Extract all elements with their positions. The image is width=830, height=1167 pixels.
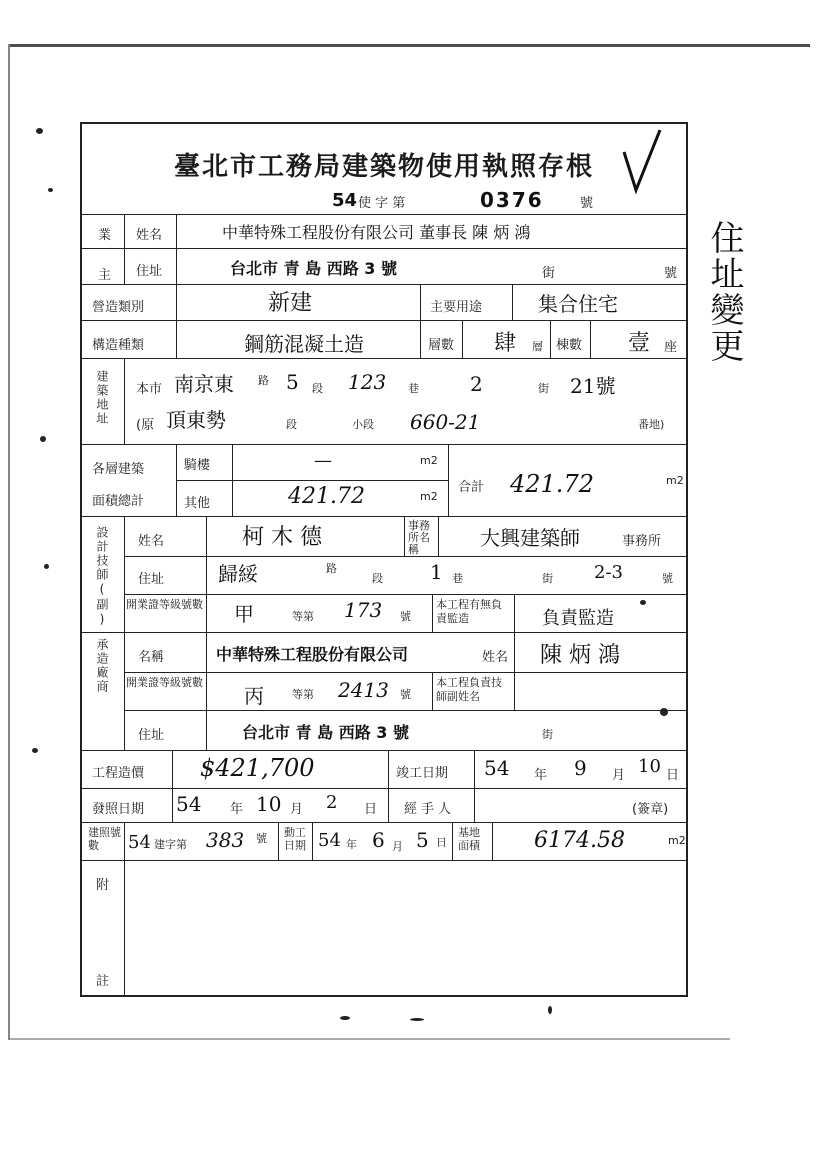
notes-label-1: 附	[96, 878, 110, 893]
start-year-unit: 年	[346, 838, 357, 851]
permit-suffix: 號	[580, 196, 594, 211]
site-area-unit: m2	[668, 834, 686, 847]
scan-border-bottom	[10, 1038, 730, 1040]
owner-street-label: 街	[542, 266, 556, 281]
location-road-value: 南京東	[174, 372, 234, 396]
location-lot-unit: 番地)	[638, 418, 665, 431]
scan-speck	[32, 748, 38, 753]
contractor-license-grade: 丙	[244, 684, 264, 708]
location-section-label: 建築地址	[95, 370, 109, 426]
main-use-value: 集合住宅	[538, 292, 618, 316]
total-label: 合計	[458, 480, 485, 495]
scan-border-left	[8, 44, 10, 1040]
site-area-value: 6174.58	[534, 828, 625, 853]
buildings-unit: 座	[664, 340, 678, 355]
contractor-person-label: 姓名	[482, 650, 509, 665]
construction-type-value: 新建	[268, 291, 313, 316]
location-section-unit: 段	[312, 382, 323, 395]
completion-year-unit: 年	[534, 768, 548, 783]
location-old-subsection-unit: 小段	[352, 418, 374, 431]
location-old-prefix: (原	[136, 418, 155, 433]
scan-speck	[660, 708, 668, 716]
issue-year-unit: 年	[230, 802, 244, 817]
designer-supervision-label: 本工程有無負責監造	[436, 598, 502, 625]
permit-number: 0376	[480, 188, 544, 212]
location-no-value: 21號	[570, 374, 616, 398]
scan-speck	[640, 600, 646, 605]
start-day-unit: 日	[436, 836, 447, 849]
scan-speck	[44, 564, 49, 569]
designer-license-suffix: 號	[400, 610, 411, 623]
structure-value: 鋼筋混凝土造	[244, 332, 364, 356]
scan-border-top	[10, 44, 810, 47]
designer-lane-unit: 巷	[452, 572, 463, 585]
scan-speck	[340, 1016, 350, 1020]
designer-name-label: 姓名	[138, 534, 165, 549]
completion-month-unit: 月	[612, 768, 626, 783]
form-title: 臺北市工務局建築物使用執照存根	[173, 152, 594, 182]
building-permit-mid: 建字第	[154, 838, 187, 851]
location-old-area: 頂東勢	[166, 408, 226, 432]
permit-stub-form	[80, 122, 688, 997]
scan-speck	[548, 1006, 552, 1014]
location-section-value: 5	[286, 370, 299, 394]
start-month-unit: 月	[392, 840, 403, 853]
permit-prefix: 使 字 第	[358, 196, 406, 211]
scan-speck	[48, 188, 53, 192]
issue-year: 54	[176, 792, 202, 816]
designer-no-unit: 號	[662, 572, 673, 585]
construction-type-label: 營造類別	[92, 300, 145, 315]
issue-month-unit: 月	[290, 802, 304, 817]
location-road-unit: 路	[258, 374, 269, 387]
scan-speck	[40, 436, 46, 442]
arcade-value: —	[314, 450, 332, 471]
contractor-person-value: 陳 炳 鴻	[540, 643, 620, 668]
owner-address-label: 住址	[136, 264, 163, 279]
start-date-label: 動工日期	[284, 826, 306, 852]
location-street-unit: 街	[538, 382, 549, 395]
contractor-section-label: 承造廠商	[95, 638, 109, 694]
other-value: 421.72	[288, 484, 365, 509]
building-permit-number: 383	[206, 828, 245, 852]
building-permit-label: 建照號數	[88, 826, 121, 852]
location-old-section-unit: 段	[286, 418, 297, 431]
contractor-license-mid: 等第	[292, 688, 314, 701]
completion-day-unit: 日	[666, 768, 680, 783]
cost-label: 工程造價	[92, 766, 145, 781]
completion-month: 9	[574, 756, 587, 780]
building-permit-suffix: 號	[256, 832, 267, 845]
owner-no-label: 號	[664, 266, 678, 281]
designer-supervision-value: 負責監造	[542, 608, 614, 629]
contractor-license-no: 2413	[338, 678, 389, 702]
designer-office-label: 事務所名稱	[408, 519, 430, 556]
completion-year: 54	[484, 756, 510, 780]
designer-name-value: 柯 木 德	[242, 525, 322, 550]
structure-label: 構造種類	[92, 338, 145, 353]
start-year: 54	[318, 830, 341, 851]
designer-address-road: 歸綏	[218, 562, 258, 586]
designer-address-label: 住址	[138, 572, 165, 587]
main-use-label: 主要用途	[430, 300, 483, 315]
floors-value: 肆	[494, 331, 517, 356]
contractor-street-unit: 街	[542, 728, 553, 741]
owner-section-label-2: 主	[98, 268, 112, 283]
contractor-engineer-label: 本工程負責技師副姓名	[436, 676, 502, 703]
floor-area-label-1: 各層建築	[92, 462, 145, 477]
designer-license-label: 開業證等級號數	[126, 598, 203, 611]
scan-speck	[36, 128, 43, 134]
building-permit-year: 54	[128, 832, 151, 853]
issue-label: 發照日期	[92, 802, 145, 817]
completion-label: 竣工日期	[396, 766, 449, 781]
owner-section-label-1: 業	[98, 228, 112, 243]
other-label: 其他	[184, 496, 211, 511]
notes-label-2: 註	[96, 974, 110, 989]
designer-street-unit: 街	[542, 572, 553, 585]
location-lane-value: 123	[348, 370, 387, 394]
issue-day-unit: 日	[364, 802, 378, 817]
issue-month: 10	[256, 792, 282, 816]
seal-label: (簽章)	[632, 802, 669, 817]
designer-section-unit: 段	[372, 572, 383, 585]
floors-label: 層數	[428, 338, 455, 353]
issue-day: 2	[326, 792, 338, 813]
scan-speck	[410, 1018, 424, 1021]
contractor-address-label: 住址	[138, 728, 165, 743]
arcade-label: 騎樓	[184, 458, 211, 473]
start-day: 5	[416, 828, 429, 852]
cost-value: $421,700	[200, 754, 315, 782]
completion-day: 10	[638, 756, 661, 777]
designer-license-mid: 等第	[292, 610, 314, 623]
contractor-name-value: 中華特殊工程股份有限公司	[216, 645, 409, 664]
site-area-label: 基地面積	[458, 826, 480, 852]
contractor-name-label: 名稱	[138, 650, 165, 665]
total-unit: m2	[666, 474, 684, 487]
check-mark-icon	[622, 128, 662, 198]
designer-lane-value: 1	[430, 560, 443, 584]
floors-unit: 層	[532, 340, 543, 353]
other-unit: m2	[420, 490, 438, 503]
designer-no-value: 2-3	[594, 562, 623, 583]
handler-label: 經手人	[404, 802, 456, 817]
owner-address-value: 台北市 青 島 西路 3 號	[230, 259, 397, 278]
floor-area-label-2: 面積總計	[92, 494, 145, 509]
contractor-license-suffix: 號	[400, 688, 411, 701]
designer-license-no: 173	[344, 598, 383, 622]
buildings-value: 壹	[628, 331, 651, 356]
permit-year: 54	[332, 190, 358, 211]
location-lot-value: 660-21	[410, 410, 481, 434]
location-city-label: 本市	[136, 382, 163, 397]
margin-handwriting: 住址變更	[704, 220, 744, 364]
contractor-license-label: 開業證等級號數	[126, 676, 203, 689]
owner-name-label: 姓名	[136, 228, 163, 243]
designer-section-label: 設計技師(副)	[95, 526, 109, 628]
buildings-label: 棟數	[556, 338, 583, 353]
start-month: 6	[372, 828, 385, 852]
arcade-unit: m2	[420, 454, 438, 467]
contractor-address-value: 台北市 青 島 西路 3 號	[242, 723, 409, 742]
location-lane-unit: 巷	[408, 382, 419, 395]
location-alley-value: 2	[470, 372, 483, 396]
designer-office-value: 大興建築師	[480, 526, 580, 550]
designer-road-unit: 路	[326, 562, 337, 575]
designer-office-suffix: 事務所	[622, 534, 662, 549]
owner-name-value: 中華特殊工程股份有限公司 董事長 陳 炳 鴻	[222, 223, 531, 242]
total-value: 421.72	[510, 470, 594, 498]
designer-license-grade: 甲	[234, 602, 254, 626]
